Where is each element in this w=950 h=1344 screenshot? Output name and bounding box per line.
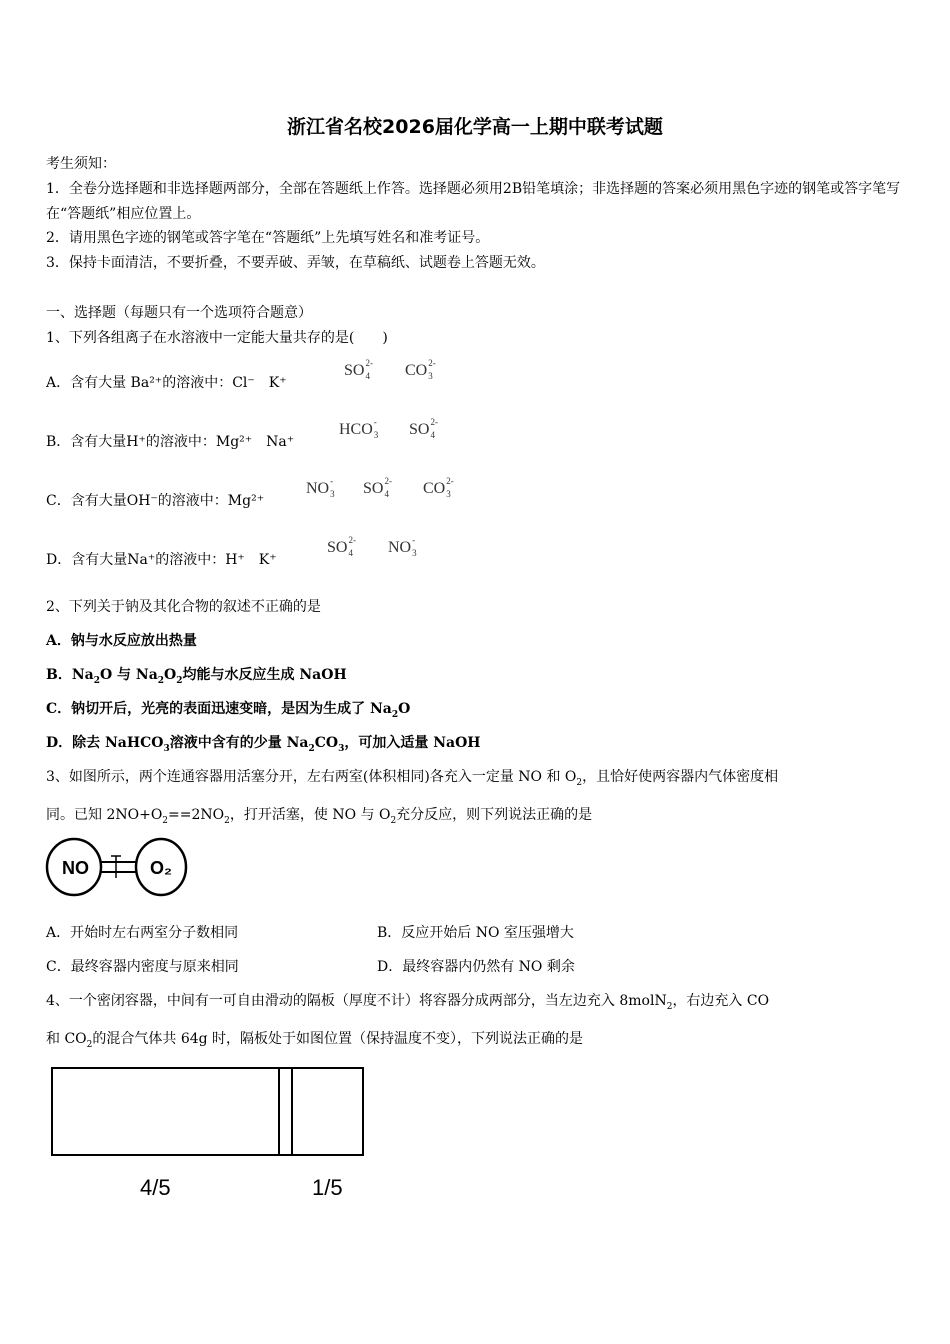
q3-option-a: A．开始时左右两室分子数相同 [46,925,239,941]
q2-option-d: D．除去 NaHCO$_3$溶液中含有的少量 $Na_2CO_3$，可加入适量 NaOH [46,735,481,754]
q4-label-right: 1/5 [312,1175,343,1200]
ion-no3: NO - 3 [306,476,335,499]
q2-option-c: C．钠切开后，光亮的表面迅速变暗，是因为生成了 $Na_2O$ [46,701,411,720]
section-heading: 一、选择题（每题只有一个选项符合题意） [46,305,312,321]
q3-stem-line1: 3、如图所示，两个连通容器用活塞分开，左右两室(体积相同)各充入一定量 NO 和 $O_2$，且恰好使两容器内气体密度相 [46,769,779,788]
q1-stem: 1、下列各组离子在水溶液中一定能大量共存的是( ) [46,330,388,346]
q3-stem-line2: 同。已知 $2NO+O_2==2NO_2$，打开活塞，使 NO 与 $O_2$充分反应，则下列说法正确的是 [46,807,593,826]
q1-option-c: C．含有大量OH⁻的溶液中：Mg²⁺ [46,493,265,509]
q4-stem-line2: 和 $CO_2$的混合气体共 64g 时，隔板处于如图位置（保持温度不变），下列说法正确的是 [46,1031,584,1050]
ion-co3: CO 2- 3 [405,358,436,381]
q1-option-d: D．含有大量Na⁺的溶液中：H⁺ K⁺ [46,552,277,568]
q2-option-b: B．$Na_2O$ 与 $Na_2O_2$均能与水反应生成 NaOH [46,667,347,686]
q4-partition [279,1068,292,1155]
notice-item-3: 3．保持卡面清洁，不要折叠，不要弄破、弄皱，在草稿纸、试题卷上答题无效。 [46,255,545,271]
q4-stem-line1: 4、一个密闭容器，中间有一可自由滑动的隔板（厚度不计）将容器分成两部分，当左边充入 8molN$_2$，右边充入 CO [46,993,770,1012]
ion-so4: SO 2- 4 [327,535,356,558]
q3-container-figure [44,836,190,900]
ion-co3: CO 2- 3 [423,476,454,499]
ion-so4: SO 2- 4 [409,417,438,440]
q3-option-d: D．最终容器内仍然有 NO 剩余 [377,959,575,975]
notice-heading: 考生须知： [46,156,116,172]
q4-label-left: 4/5 [140,1175,171,1200]
ion-hco3: HCO - 3 [339,417,379,440]
ion-so4: SO 2- 4 [363,476,392,499]
q2-stem: 2、下列关于钠及其化合物的叙述不正确的是 [46,599,321,615]
notice-item-1: 1．全卷分选择题和非选择题两部分，全部在答题纸上作答。选择题必须用2B铅笔填涂；非选择题的答案必须用黑色字迹的钢笔或答字笔写在“答题纸”相应位置上。 [46,181,901,222]
ion-so4: SO 2- 4 [344,358,373,381]
q3-option-c: C．最终容器内密度与原来相同 [46,959,239,975]
q1-option-a: A．含有大量 Ba²⁺的溶液中：Cl⁻ K⁺ [46,375,287,391]
ion-no3: NO - 3 [388,535,417,558]
page-title: 浙江省名校2026届化学高一上期中联考试题 [287,116,663,138]
q3-option-b: B．反应开始后 NO 室压强增大 [377,925,574,941]
q3-figure-label-o2: O₂ [150,858,172,878]
notice-item-2: 2．请用黑色字迹的钢笔或答字笔在“答题纸”上先填写姓名和准考证号。 [46,230,490,246]
q3-figure-label-no: NO [62,858,89,878]
q1-option-b: B．含有大量H⁺的溶液中：Mg²⁺ Na⁺ [46,434,295,450]
q2-option-a: A．钠与水反应放出热量 [46,633,197,649]
q4-container-figure [48,1063,368,1208]
